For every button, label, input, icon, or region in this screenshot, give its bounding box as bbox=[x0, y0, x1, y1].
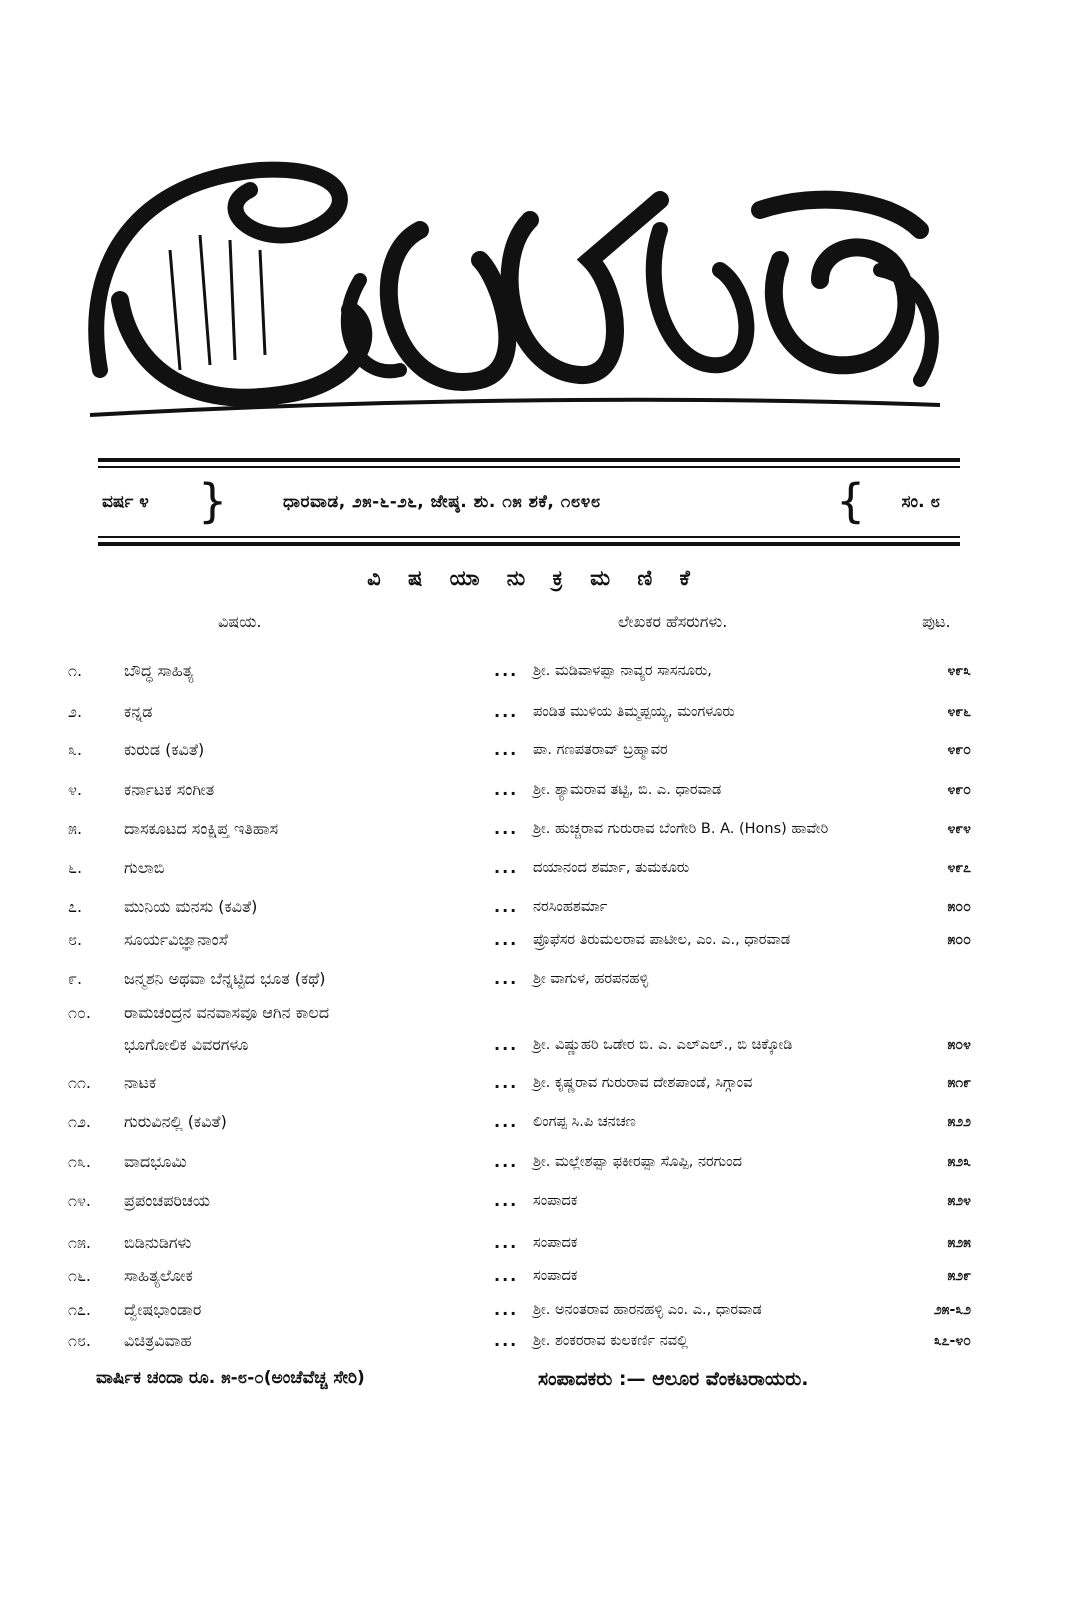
toc-row bbox=[0, 925, 1067, 955]
row-subject: ವಾದಭೂಮಿ bbox=[124, 1152, 187, 1171]
row-leader-dots: ... bbox=[494, 858, 519, 877]
row-page: ೫೨೯ bbox=[947, 1268, 971, 1284]
toc-row bbox=[0, 853, 1067, 883]
row-leader-dots: ... bbox=[494, 897, 519, 916]
masthead-logo bbox=[60, 140, 960, 440]
row-author: ಶ್ರೀ ವಾಗುಳ, ಹರಪನಹಳ್ಳಿ bbox=[533, 971, 649, 987]
bottom-rule bbox=[98, 542, 960, 546]
row-subject: ಕರ್ನಾಟಕ ಸಂಗೀತ bbox=[124, 780, 215, 799]
row-subject: ಪ್ರಪಂಚಪರಿಚಯ bbox=[124, 1191, 211, 1210]
toc-row bbox=[0, 775, 1067, 805]
row-page: ೨೫-೩೨ bbox=[933, 1302, 971, 1318]
row-page: ೫೦೦ bbox=[947, 899, 971, 915]
editor-credit: ಸಂಪಾದಕರು :— ಆಲೂರ ವೆಂಕಟರಾಯರು. bbox=[538, 1368, 809, 1390]
toc-row bbox=[0, 814, 1067, 844]
toc-row bbox=[0, 1107, 1067, 1137]
row-subject: ಬೌದ್ಧ ಸಾಹಿತ್ಯ bbox=[124, 661, 194, 680]
row-subject: ಸಾಹಿತ್ಯಲೋಕ bbox=[124, 1266, 193, 1285]
row-subject: ಕನ್ನಡ bbox=[124, 702, 153, 721]
row-number: ೧೩. bbox=[68, 1152, 92, 1171]
row-author: ಲಿಂಗಪ್ಪ ಸಿ.ಪಿ ಚನಚಣ bbox=[533, 1114, 636, 1130]
column-header-subject: ವಿಷಯ. bbox=[218, 612, 262, 631]
row-number: ೨. bbox=[68, 702, 83, 721]
row-author: ಸಂಪಾದಕ bbox=[533, 1235, 578, 1251]
row-leader-dots: ... bbox=[494, 1152, 519, 1171]
row-subject: ನಾಟಕ bbox=[124, 1073, 157, 1092]
toc-row bbox=[0, 656, 1067, 686]
row-leader-dots: ... bbox=[494, 1300, 519, 1319]
toc-title: ವಿ ಷ ಯಾ ನು ಕ್ರ ಮ ಣಿ ಕೆ bbox=[367, 566, 700, 590]
row-number: ೧೧. bbox=[68, 1073, 92, 1092]
row-subject: ಗುಲಾಬಿ bbox=[124, 858, 165, 877]
volume-label: ವರ್ಷ ೪ bbox=[102, 492, 149, 512]
row-number: ೫. bbox=[68, 819, 83, 838]
toc-row bbox=[0, 1295, 1067, 1325]
place-date: ಧಾರವಾಡ, ೨೫-೬-೨೬, ಜೇಷ್ಠ. ಶು. ೧೫ ಶಕೆ, ೧೮೪೮ bbox=[283, 492, 601, 512]
toc-row bbox=[0, 1068, 1067, 1098]
row-page: ೪೯೦ bbox=[947, 742, 971, 758]
row-author: ಶ್ರೀ. ಮಡಿವಾಳಪ್ಪಾ ನಾವ್ಯರ ಸಾಸನೂರು, bbox=[533, 663, 712, 679]
toc-row bbox=[0, 964, 1067, 994]
row-leader-dots: ... bbox=[494, 930, 519, 949]
row-author: ಪಾ. ಗಣಪತರಾವ್ ಬ್ರಹ್ಮಾವರ bbox=[533, 742, 668, 758]
toc-row bbox=[0, 1261, 1067, 1291]
row-leader-dots: ... bbox=[494, 1233, 519, 1252]
row-page: ೫೦೦ bbox=[947, 932, 971, 948]
top-rule-thin bbox=[98, 466, 960, 468]
toc-row bbox=[0, 1326, 1067, 1356]
row-leader-dots: ... bbox=[494, 1191, 519, 1210]
row-subject: ಕುರುಡ (ಕವಿತೆ) bbox=[124, 740, 205, 759]
top-rule bbox=[98, 458, 960, 462]
row-page: ೫೨೩ bbox=[947, 1154, 971, 1170]
row-author: ದಯಾನಂದ ಶರ್ಮಾ, ತುಮಕೂರು bbox=[533, 860, 690, 876]
row-author: ಪಂಡಿತ ಮುಳಿಯ ತಿಮ್ಮಪ್ಪಯ್ಯ, ಮಂಗಳೂರು bbox=[533, 704, 735, 720]
row-number: ೧೭. bbox=[68, 1300, 92, 1319]
left-brace: } bbox=[198, 474, 228, 528]
row-number: ೧೮. bbox=[68, 1331, 92, 1350]
row-number: ೬. bbox=[68, 858, 83, 877]
row-page: ೪೯೪ bbox=[947, 821, 971, 837]
row-subject: ಗುರುವಿನಲ್ಲಿ (ಕವಿತೆ) bbox=[124, 1112, 227, 1131]
row-author: ಶ್ರೀ. ಕೃಷ್ಣರಾವ ಗುರುರಾವ ದೇಶಪಾಂಡೆ, ಸಿಗ್ಗಾಂವ bbox=[533, 1075, 753, 1091]
row-leader-dots: ... bbox=[494, 1266, 519, 1285]
row-number: ೯. bbox=[68, 969, 83, 988]
row-author: ಶ್ರೀ. ಶ್ಯಾಮರಾವ ತಟ್ಟಿ, ಬಿ. ಎ. ಧಾರವಾಡ bbox=[533, 782, 722, 798]
row-number: ೧೨. bbox=[68, 1112, 92, 1131]
column-header-page: ಪುಟ. bbox=[922, 612, 951, 631]
row-author: ನರಸಿಂಹಶರ್ಮಾ bbox=[533, 899, 608, 915]
column-header-author: ಲೇಖಕರ ಹೆಸರುಗಳು. bbox=[618, 612, 728, 631]
toc-row bbox=[0, 697, 1067, 727]
row-leader-dots: ... bbox=[494, 740, 519, 759]
row-leader-dots: ... bbox=[494, 661, 519, 680]
row-leader-dots: ... bbox=[494, 969, 519, 988]
row-author: ಶ್ರೀ. ಮಲ್ಲೇಶಪ್ಪಾ ಫಕೀರಪ್ಪಾ ಸೊಪ್ಪಿ, ನರಗುಂದ bbox=[533, 1154, 742, 1170]
row-page: ೪೯೭ bbox=[947, 860, 971, 876]
row-subject: ದಾಸಕೂಟದ ಸಂಕ್ಷಿಪ್ತ ಇತಿಹಾಸ bbox=[124, 819, 279, 838]
row-page: ೪೯೩ bbox=[947, 663, 971, 679]
row-subject: ಮುನಿಯ ಮನಸು (ಕವಿತೆ) bbox=[124, 897, 258, 916]
row-leader-dots: ... bbox=[494, 1112, 519, 1131]
row-subject: ಬಿಡಿನುಡಿಗಳು bbox=[124, 1233, 192, 1252]
row-author: ಸಂಪಾದಕ bbox=[533, 1268, 578, 1284]
row-number: ೧೫. bbox=[68, 1233, 92, 1252]
row-author: ಶ್ರೀ. ಹುಚ್ಚರಾವ ಗುರುರಾವ ಬೆಂಗೇರಿ B. A. (Hons) ಹಾವೇರಿ bbox=[533, 821, 829, 837]
row-page: ೫೨೪ bbox=[947, 1193, 971, 1209]
issue-info bbox=[98, 474, 960, 530]
row-page: ೫೨೫ bbox=[947, 1235, 971, 1251]
row-leader-dots: ... bbox=[494, 1035, 519, 1054]
masthead-artwork bbox=[60, 140, 960, 440]
row-number: ೩. bbox=[68, 740, 83, 759]
row-page: ೫೨೨ bbox=[947, 1114, 971, 1130]
row-author: ಶ್ರೀ. ವಿಷ್ಣುಹರಿ ಒಡೇರ ಬಿ. ಎ. ಎಲ್‌ಎಲ್., ಬಿ ಚಿಕ್ಕೋಡಿ bbox=[533, 1037, 793, 1053]
row-page: ೩೭-೪೦ bbox=[933, 1333, 971, 1349]
row-number: ೧೪. bbox=[68, 1191, 92, 1210]
row-number: ೪. bbox=[68, 780, 83, 799]
row-author: ಸಂಪಾದಕ bbox=[533, 1193, 578, 1209]
row-leader-dots: ... bbox=[494, 1073, 519, 1092]
toc-row bbox=[0, 892, 1067, 922]
right-brace: { bbox=[836, 474, 866, 528]
row-number: ೧೬. bbox=[68, 1266, 92, 1285]
toc-row bbox=[0, 1030, 1067, 1060]
toc-row bbox=[0, 1228, 1067, 1258]
toc-row bbox=[0, 1186, 1067, 1216]
row-page: ೪೯೬ bbox=[947, 704, 971, 720]
row-subject: ದ್ವೇಷಭಾಂಡಾರ bbox=[124, 1300, 202, 1319]
row-subject: ಭೂಗೋಲಿಕ ವಿವರಗಳೂ bbox=[124, 1035, 249, 1054]
row-leader-dots: ... bbox=[494, 780, 519, 799]
row-author: ಪ್ರೊಫೆಸರ ತಿರುಮಲರಾವ ಪಾಟೀಲ, ಎಂ. ಎ., ಧಾರವಾಡ bbox=[533, 932, 791, 948]
row-number: ೭. bbox=[68, 897, 83, 916]
row-number: ೧೦. bbox=[68, 1003, 92, 1022]
row-leader-dots: ... bbox=[494, 1331, 519, 1350]
toc-row bbox=[0, 735, 1067, 765]
row-page: ೪೯೦ bbox=[947, 782, 971, 798]
row-subject: ವಿಚಿತ್ರವಿವಾಹ bbox=[124, 1331, 192, 1350]
bottom-rule-thin bbox=[98, 536, 960, 538]
row-page: ೫೦೪ bbox=[947, 1037, 971, 1053]
subscription-note: ವಾರ್ಷಿಕ ಚಂದಾ ರೂ. ೫-೮-೦(ಅಂಚೆವೆಚ್ಚ ಸೇರಿ) bbox=[96, 1368, 365, 1388]
row-author: ಶ್ರೀ. ಶಂಕರರಾವ ಕುಲಕರ್ಣಿ ನವಲ್ಲಿ bbox=[533, 1333, 689, 1349]
row-page: ೫೧೯ bbox=[947, 1075, 971, 1091]
row-number: ೧. bbox=[68, 661, 83, 680]
row-author: ಶ್ರೀ. ಅನಂತರಾವ ಹಾರನಹಳ್ಳಿ ಎಂ. ಎ., ಧಾರವಾಡ bbox=[533, 1302, 762, 1318]
toc-row bbox=[0, 1147, 1067, 1177]
issue-number: ಸಂ. ೮ bbox=[901, 492, 940, 512]
row-subject: ಜನ್ಮಶನಿ ಅಥವಾ ಬೆನ್ನಟ್ಟಿದ ಭೂತ (ಕಥೆ) bbox=[124, 969, 326, 988]
row-leader-dots: ... bbox=[494, 819, 519, 838]
row-subject: ರಾಮಚಂದ್ರನ ವನವಾಸವೂ ಆಗಿನ ಕಾಲದ bbox=[124, 1003, 330, 1022]
row-subject: ಸೂರ್ಯವಿಜ್ಞಾನಾಂಸೆ bbox=[124, 930, 228, 949]
toc-row bbox=[0, 998, 1067, 1028]
row-leader-dots: ... bbox=[494, 702, 519, 721]
row-number: ೮. bbox=[68, 930, 83, 949]
